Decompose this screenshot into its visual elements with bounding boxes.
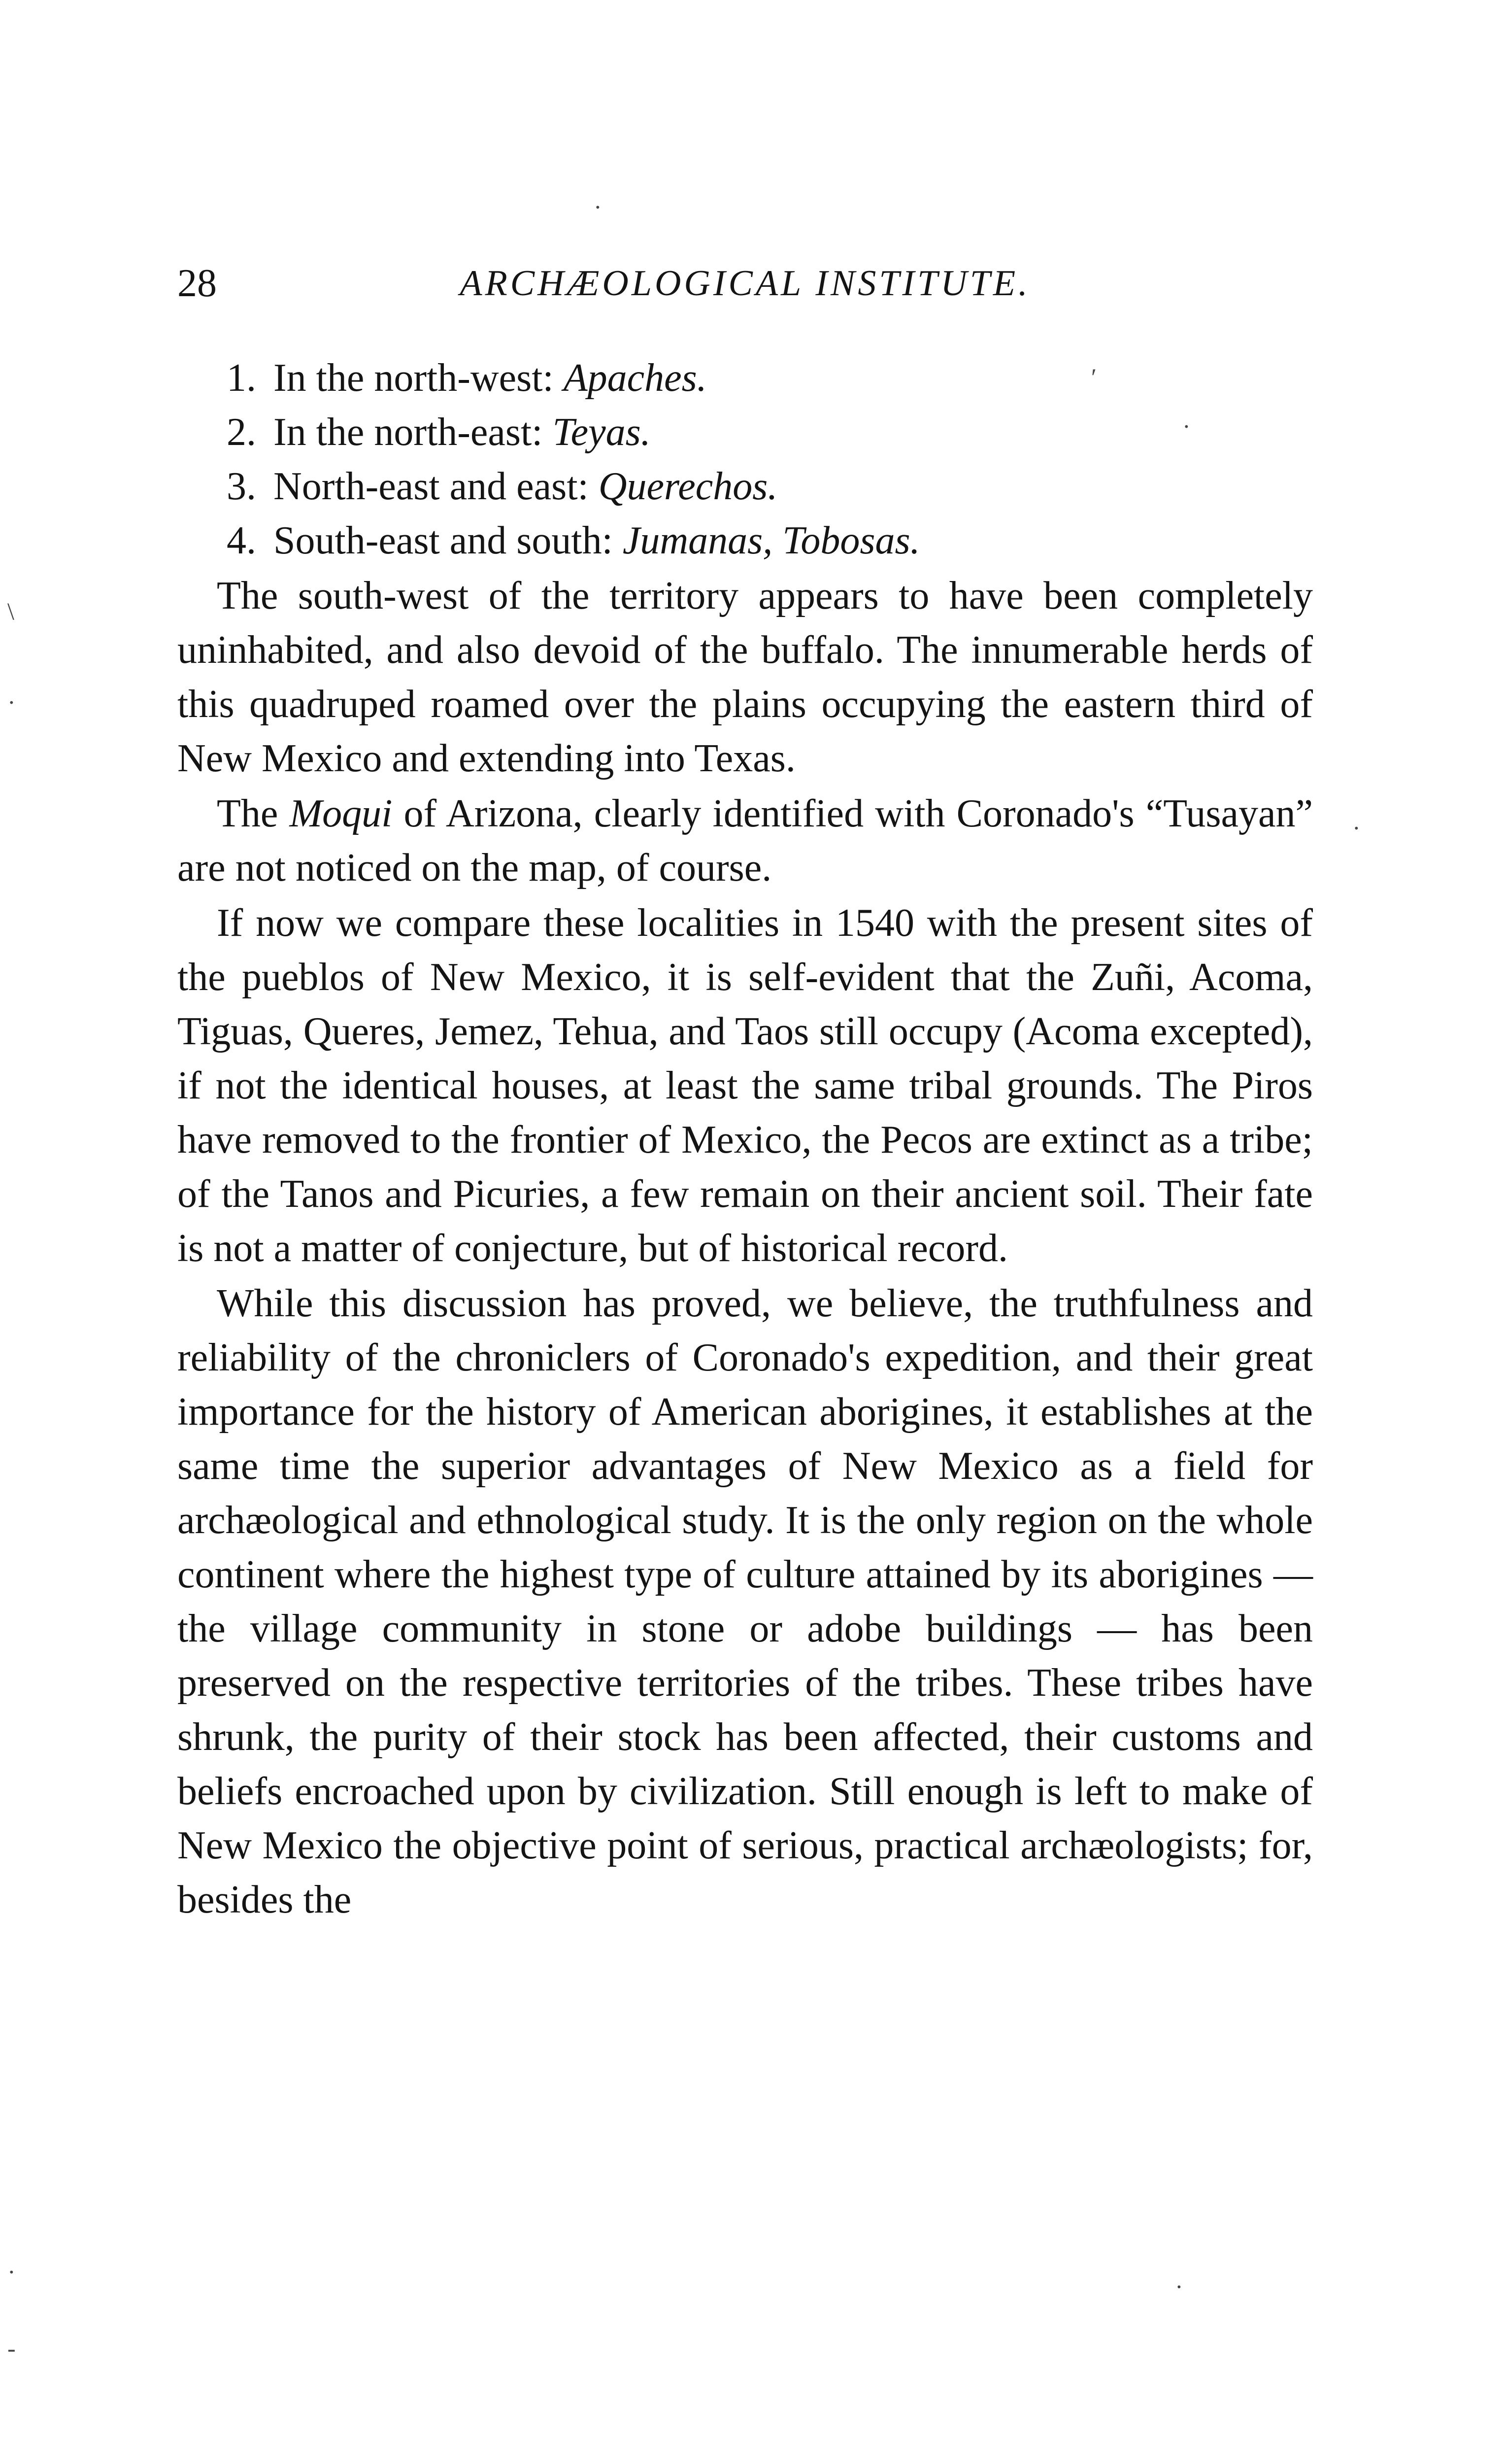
stray-mark: ·	[1352, 814, 1361, 842]
region-tribes: Querechos.	[598, 465, 778, 508]
region-label: North-east and east:	[273, 465, 599, 508]
stray-mark: ‐	[7, 2334, 16, 2362]
stray-mark: ·	[594, 193, 602, 221]
region-list-item	[177, 351, 1313, 405]
region-list-item	[177, 513, 1313, 568]
body-text	[177, 351, 1313, 1927]
stray-mark: ·	[7, 688, 16, 716]
paragraph-moqui	[177, 787, 1313, 895]
page-number: 28	[177, 262, 217, 305]
region-tribes: Jumanas, Tobosas.	[622, 519, 920, 562]
paragraph-pueblos: If now we compare these localities in 1540 with the present sites of the pueblos of New Mexico, it is self-evident that the Zuñi, Acoma, Tiguas, Queres, Jemez, Tehua, and Taos still occupy (Acoma excepted), if not the identical houses, at least the same tribal grounds. The Piros have removed to the frontier of Mexico, the Pecos are extinct as a tribe; of the Tanos and Picuries, a few remain on their ancient soil. Their fate is not a matter of conjecture, but of historical record.	[177, 901, 1313, 1270]
paragraph-moqui-italic: Moqui	[289, 792, 393, 835]
region-number: 2.	[227, 411, 256, 454]
stray-mark: \	[7, 597, 14, 625]
region-number: 3.	[227, 465, 256, 508]
running-title: ARCHÆOLOGICAL INSTITUTE.	[460, 263, 1031, 304]
paragraph-southwest: The south-west of the territory appears to have been completely uninhabited, and also devoid of the buffalo. The innumerable herds of this quadruped roamed over the plains occupying the eastern third of New Mexico and extending into Texas.	[177, 574, 1313, 780]
stray-mark: ·	[7, 2258, 16, 2286]
paragraph-moqui-end: of Arizona, clearly identified with Coronado's “Tusayan” are not noticed on the map, of course.	[177, 792, 1313, 890]
stray-mark: ′	[1091, 363, 1097, 391]
region-number: 4.	[227, 519, 256, 562]
page-header	[177, 256, 1313, 310]
region-label: In the north-west:	[273, 356, 564, 400]
stray-mark: ·	[1182, 412, 1191, 440]
paragraph-conclusion: While this discussion has proved, we believe, the truthfulness and reliability of the chroniclers of Coronado's expedition, and their great importance for the history of American aborigines, it establishes at the same time the superior advantages of New Mexico as a field for archæological and ethnological study. It is the only region on the whole continent where the highest type of culture attained by its aborigines — the village community in stone or adobe buildings — has been preserved on the respective territories of the tribes. These tribes have shrunk, the purity of their stock has been affected, their customs and beliefs encroached upon by civilization. Still enough is left to make of New Mexico the objective point of serious, practical archæologists; for, besides the	[177, 1282, 1313, 1921]
region-tribes: Teyas.	[552, 411, 651, 454]
region-list-item	[177, 459, 1313, 513]
region-number: 1.	[227, 356, 256, 400]
region-label: South-east and south:	[273, 519, 623, 562]
region-list-item	[177, 405, 1313, 459]
stray-mark: ·	[1175, 2273, 1183, 2300]
region-tribes: Apaches.	[563, 356, 707, 400]
region-label: In the north-east:	[273, 411, 553, 454]
paragraph-moqui-start: The	[217, 792, 290, 835]
